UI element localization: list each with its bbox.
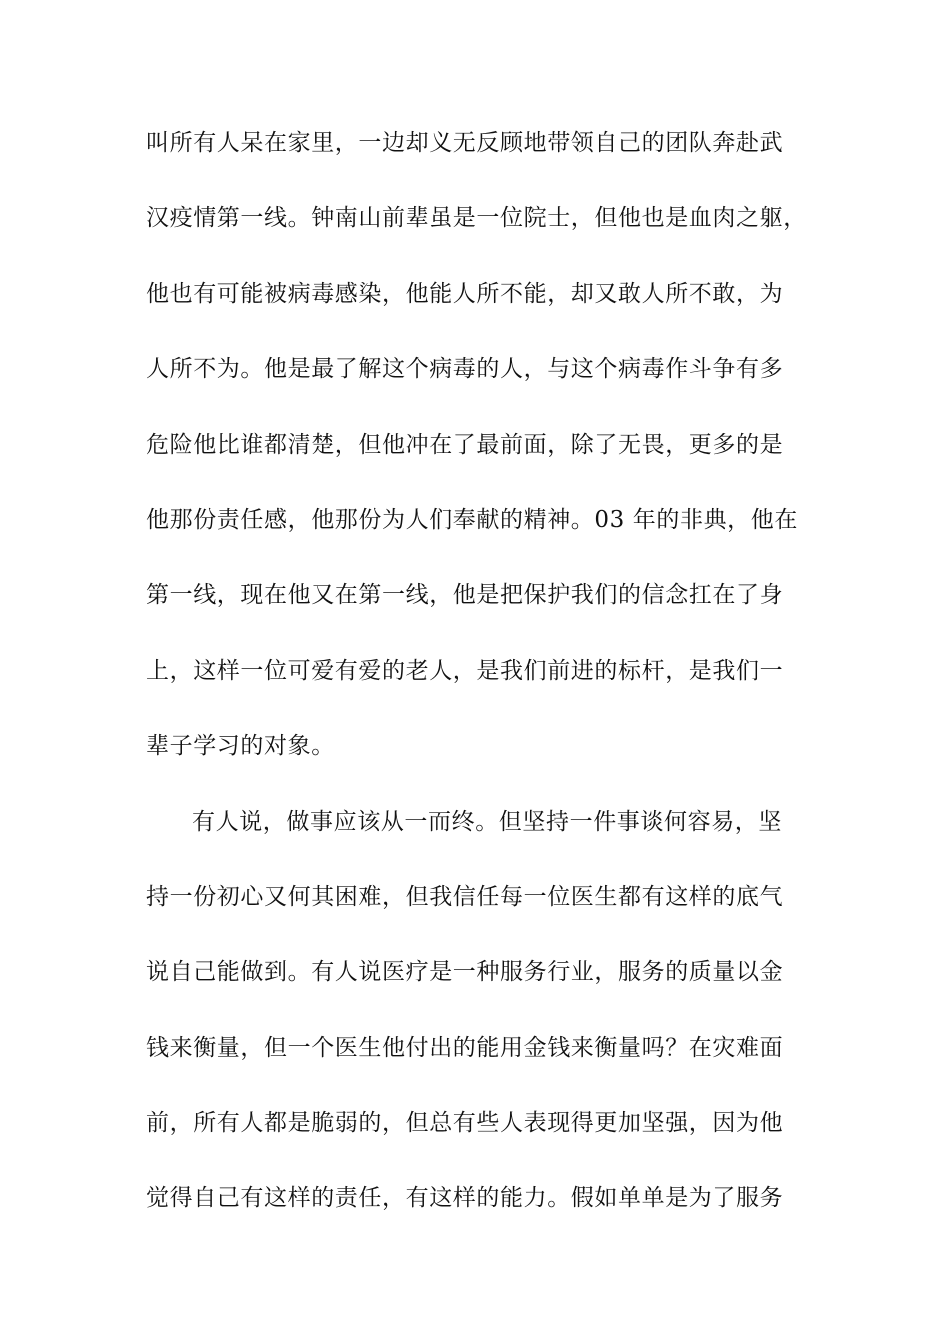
text-line: 第一线，现在他又在第一线，他是把保护我们的信念扛在了身 (146, 582, 784, 609)
text-line: 前，所有人都是脆弱的，但总有些人表现得更加坚强，因为他 (146, 1110, 784, 1137)
paragraph-first-line: 有人说，做事应该从一而终。但坚持一件事谈何容易，坚 (192, 808, 782, 835)
text-line: 说自己能做到。有人说医疗是一种服务行业，服务的质量以金 (146, 959, 784, 986)
text-line: 他也有可能被病毒感染，他能人所不能，却又敢人所不敢，为 (146, 280, 784, 307)
text-line: 钱来衡量，但一个医生他付出的能用金钱来衡量吗？在灾难面 (146, 1034, 784, 1061)
text-line: 他那份责任感，他那份为人们奉献的精神。03 年的非典，他在 (146, 506, 798, 533)
text-line: 叫所有人呆在家里，一边却义无反顾地带领自己的团队奔赴武 (146, 130, 784, 156)
text-line: 上，这样一位可爱有爱的老人，是我们前进的标杆，是我们一 (146, 657, 784, 684)
text-line: 辈子学习的对象。 (146, 733, 335, 760)
text-line: 觉得自己有这样的责任，有这样的能力。假如单单是为了服务 (146, 1185, 784, 1212)
text-line: 汉疫情第一线。钟南山前辈虽是一位院士，但他也是血肉之躯， (146, 205, 807, 232)
text-line: 人所不为。他是最了解这个病毒的人，与这个病毒作斗争有多 (146, 356, 784, 383)
text-line: 危险他比谁都清楚，但他冲在了最前面，除了无畏，更多的是 (146, 431, 784, 458)
document-body (146, 128, 806, 1259)
text-line: 持一份初心又何其困难，但我信任每一位医生都有这样的底气 (146, 883, 784, 910)
